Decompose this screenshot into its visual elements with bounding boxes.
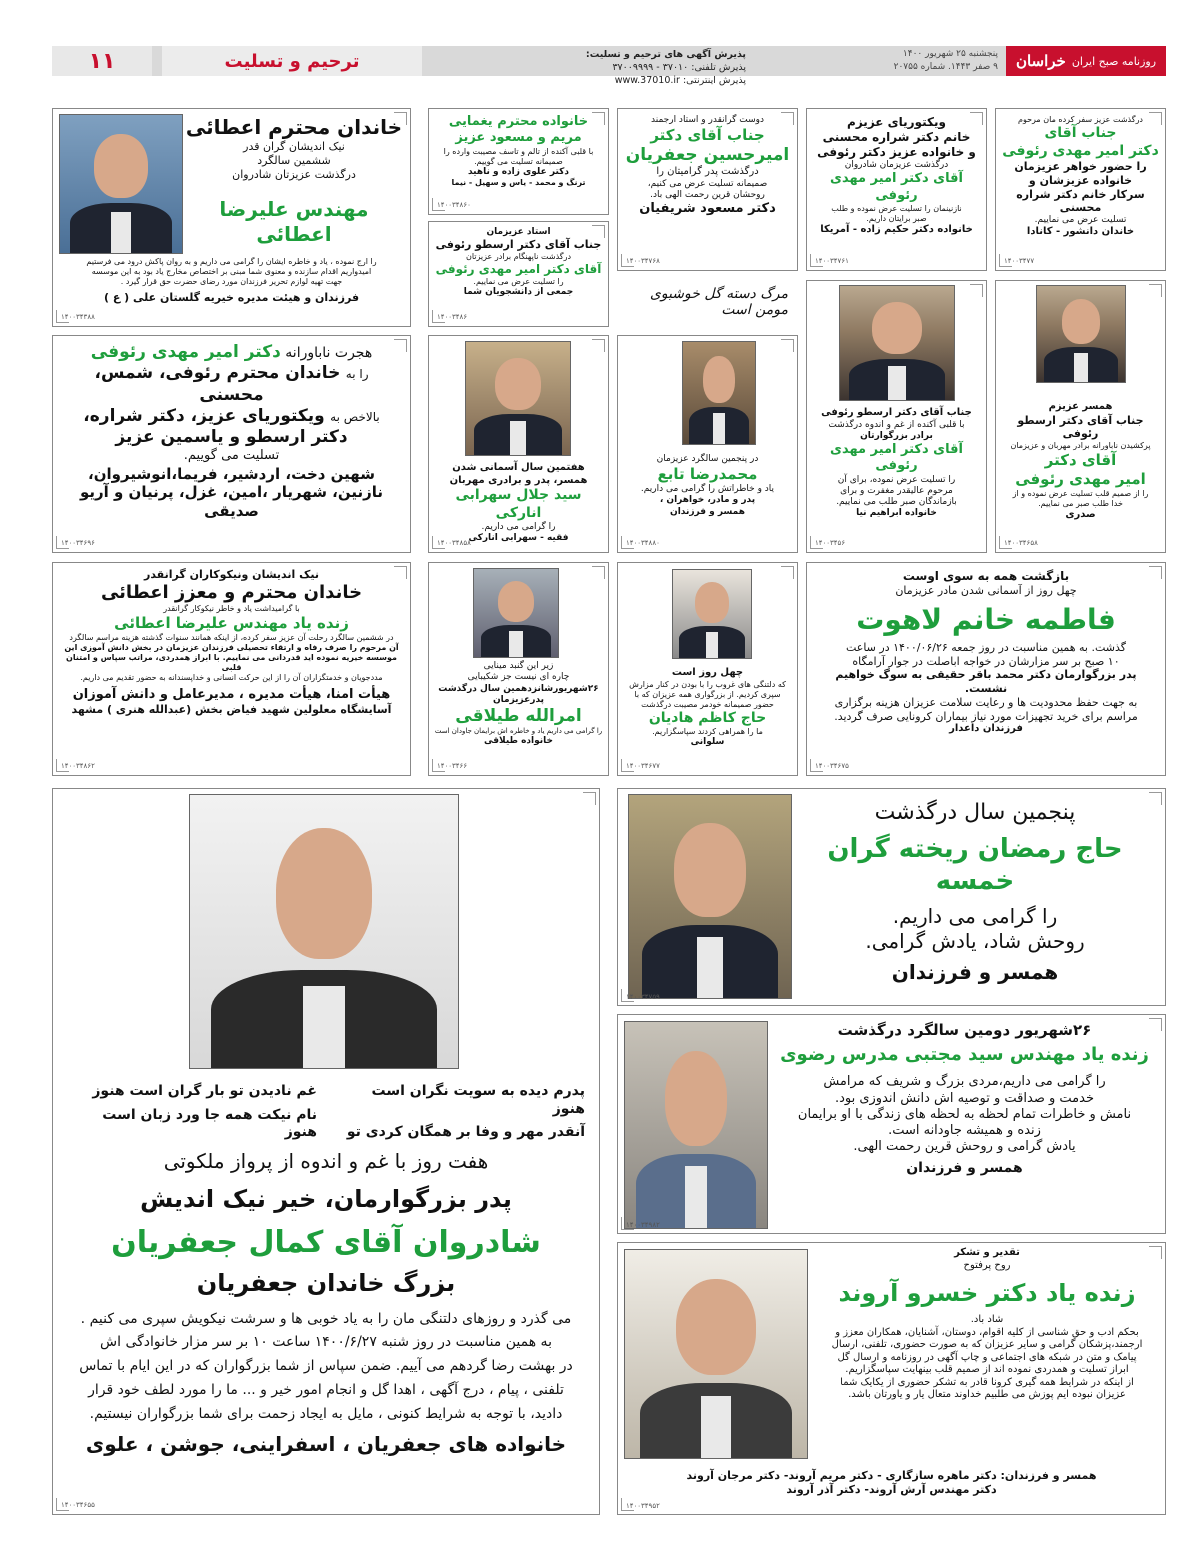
ad-sharifian	[617, 108, 798, 271]
ad-signature: دکتر علوی زاده و ناهید	[467, 166, 570, 177]
ad-text: سپری کردیم. از بزرگواری همه عزیزان که با	[634, 689, 781, 699]
ad-text: همسر عزیزم	[1048, 401, 1113, 412]
ad-deceased-name: فاطمه خانم لاهوت	[856, 602, 1116, 636]
deceased-photo	[624, 1249, 808, 1459]
ad-text: نامش و خاطرات تمام لحظه به لحظه های زندگی با او برایمان	[797, 1106, 1132, 1122]
ad-text: مددجویان و خدمتگزاران آن را از این حرکت انسانی و خداپسندانه به حضور تقدیم می داریم.	[80, 673, 383, 682]
ad-text: همسر، پدر و برادری مهربان	[449, 474, 588, 486]
ad-text: تلفنی ، پیام ، درج آگهی ، اهدا گل و انجام امور خیر و ... ما را مورد لطف خود قرار	[88, 1381, 564, 1398]
ad-deceased-name: آقای دکتر امیر مهدی رئوفی	[830, 171, 963, 203]
ad-deceased-name: محمدرضا تابع	[657, 465, 758, 484]
ad-text: خانواده محترم یغمایی	[448, 114, 589, 129]
ad-text: ابراز تسلیت و همدردی نموده اند از صمیم قلب بینهایت سپاسگزاریم.	[845, 1364, 1129, 1375]
ad-text: برادر بزرگوارتان	[860, 430, 933, 441]
ad-text: درگذشت عزیزتان شادروان	[232, 167, 356, 181]
ad-code: ۱۴۰۰۳۴۸۶	[437, 313, 468, 322]
ad-families: ویکتوریای عزیز، دکتر شراره،	[83, 405, 325, 426]
ad-title: پنجمین سال درگذشت	[874, 800, 1076, 825]
ad-deceased-name: امرالله طیلاقی	[455, 706, 582, 726]
poem-line: نام نیکت همه جا ورد زبان است هنوز	[102, 1106, 317, 1140]
ad-text: یاد و خاطراتش را گرامی می داریم.	[640, 484, 775, 494]
ad-code: ۱۴۰۰۳۴۷۶۱	[815, 257, 849, 266]
ad-danesh	[995, 108, 1166, 271]
ad-reception-info	[466, 48, 746, 87]
ad-text: یادش گرامی و روحش قرین رحمت الهی.	[853, 1139, 1076, 1155]
ad-teylaghi	[428, 562, 609, 776]
ad-text: تسلیت عرض می نماییم.	[1034, 215, 1127, 225]
ad-deceased-name: زنده یاد دکتر خسرو آروند	[838, 1279, 1136, 1307]
ad-signature: صدری	[1065, 508, 1096, 520]
ad-deceased-name: دکتر امیر مهدی رئوفی	[90, 342, 281, 362]
ad-sohrabi	[428, 335, 609, 553]
ad-text: را گرامی می داریم.	[481, 522, 556, 532]
ad-deceased-name: زنده یاد مهندس علیرضا اعطائی	[114, 614, 349, 633]
ad-ebrahimnia	[806, 280, 987, 553]
ad-text: موسسه خیریه نموده اید قدردانی می نماییم. با ابراز همدردی، مراتب سپاس و امتنان قلبی	[66, 653, 397, 672]
ad-signature: نازنین، شهریار ،امین، غزل، پرنیان و آریو صدیقی	[79, 483, 384, 520]
ad-text: صمیمانه تسلیت عرض می کنیم،	[647, 178, 768, 189]
ad-text: در پنجمین سالگرد عزیزمان	[656, 454, 759, 464]
ad-deceased-name: حاج کاظم هادیان	[648, 709, 767, 726]
ad-text: را تسلیت عرض نموده، برای آن	[837, 474, 956, 485]
ad-text	[61, 363, 402, 406]
ad-families: دکتر ارسطو و یاسمین عزیز	[115, 427, 348, 447]
deceased-photo	[473, 568, 559, 658]
ad-text: هفت روز با غم و اندوه از پرواز ملکوتی	[163, 1149, 489, 1173]
ad-deceased-name: مهندس علیرضا اعطائی	[219, 197, 369, 247]
ad-text: به جهت حفظ محدودیت ها و رعایت سلامت عزیزان هزینه برگزاری	[834, 695, 1138, 709]
ad-deceased-name: زنده یاد مهندس سید مجتبی مدرس رضوی	[780, 1043, 1149, 1065]
deceased-photo	[682, 341, 756, 445]
ad-text-prefix: را به	[345, 367, 369, 382]
ad-text: مراسم برای خرید تجهیزات مورد نیاز بیماران کرونایی صرف گردید.	[834, 709, 1138, 723]
ad-text: را از صمیم قلب تسلیت عرض نموده و از	[1012, 488, 1149, 498]
ad-text: در ششمین سالگرد رحلت آن عزیز سفر کرده، از اینکه همانند سنوات گذشته هزینه مراسم سالگرد	[69, 633, 394, 642]
deceased-photo	[465, 341, 571, 456]
ad-deceased-name: سید جلال سهرابی انارکی	[455, 487, 582, 521]
ad-text: آن مرحوم را صرف رفاه و ارتقاء تحصیلی فرزندان عزیزمان در بخش دانش آموزی این	[64, 643, 399, 652]
ad-signature: آسایشگاه معلولین شهید فیاض بخش (عبدالله هنری ) مشهد	[71, 703, 392, 717]
ad-text: را حضور خواهر عزیزمان	[1014, 160, 1147, 173]
ad-text: را تسلیت عرض می نماییم.	[473, 277, 564, 286]
ad-code: ۱۴۰۰۳۴۷۵۹	[626, 993, 660, 1001]
ad-code: ۱۴۰۰۳۴۸۶۰	[437, 201, 471, 210]
ad-code: ۱۴۰۰۳۴۶۷۷	[626, 762, 660, 771]
ad-deceased-name: شادروان آقای کمال جعفریان	[111, 1225, 541, 1260]
ad-text: بازگشت همه به سوی اوست	[902, 569, 1070, 583]
ad-signature: فرزندان داعدار	[949, 723, 1023, 735]
deceased-photo	[624, 1021, 768, 1229]
date-line-2: ۹ صفر ۱۴۴۳. شماره ۲۰۷۵۵	[893, 62, 998, 72]
ad-tabe	[617, 335, 798, 553]
ad-signature: همسر و فرزندان: دکتر ماهره سازگاری - دکتر مریم آروند- دکتر مرجان آروند	[686, 1469, 1097, 1482]
ad-text: زنده و همیشه جاودانه است.	[888, 1123, 1041, 1138]
ad-text: چاره ای نیست جز شکیبایی	[467, 672, 570, 683]
ad-text: زیر این گنبد مینایی	[483, 661, 554, 671]
ad-text: درگذشت عزیزمان شادروان	[844, 160, 949, 170]
ad-deceased-name: آقای دکتر امیر مهدی رئوفی	[830, 442, 963, 474]
ad-text: خدا طلب صبر می نماییم.	[1038, 498, 1123, 508]
section-title: ترحیم و تسلیت	[162, 46, 422, 76]
ad-text: پیامک و متن در شبکه های اجتماعی و چاپ آگهی در روزنامه و ارسال گل	[837, 1351, 1137, 1363]
ad-text: تسلیت می گوییم.	[183, 448, 280, 464]
ad-text: با گرامیداشت یاد و خاطر نیکوکار گرانقدر	[163, 604, 300, 614]
ad-signature: خانواده دکتر حکیم زاده - آمریکا	[820, 223, 973, 235]
ad-text: درگذشت عزیز سفر کرده مان مرحوم	[1017, 115, 1143, 124]
ad-quote	[617, 280, 788, 324]
ad-text: صمیمانه تسلیت می گوییم.	[474, 156, 563, 166]
ad-signature: پدر و مادر، خواهران ،	[659, 495, 756, 506]
ad-signature: خانواده های جعفریان ، اسفراینی، جوشن ، علوی	[85, 1432, 567, 1457]
ad-jafarian	[52, 788, 600, 1515]
ad-text: ما را همراهی کردند سپاسگزاریم.	[652, 727, 763, 736]
ad-text: را گرامی می داریم،مردی بزرگ و شریف که مرامش	[823, 1074, 1106, 1090]
ad-text: تقدیر و تشکر	[954, 1247, 1020, 1258]
ad-text: ۲۶شهریورشانزدهمین سال درگذشت	[438, 683, 599, 694]
ad-text: دادید، با توجه به شرایط کنونی ، مایل به ایجاد زحمت برای شما بزرگواران نیستیم.	[89, 1405, 563, 1422]
ad-text: ویکتوریای عزیزم	[847, 115, 946, 129]
ad-text: را گرامی می داریم.	[892, 903, 1058, 928]
ad-text: با قلبی آکنده از تالم و تاسف مصیبت وارده را	[443, 146, 594, 156]
deceased-photo	[839, 285, 955, 401]
ad-deceased-name: دکتر امیر مهدی رئوفی	[1002, 142, 1159, 159]
ad-deceased-name: امیر مهدی رئوفی	[1015, 469, 1146, 488]
ad-sedighi	[52, 335, 411, 553]
ad-families: خاندان محترم رئوفی، شمس، محسنی	[94, 363, 341, 405]
brand-subtitle: روزنامه صبح ایران	[1071, 54, 1157, 68]
ad-signature: جمعی از دانشجویان شما	[463, 287, 574, 297]
poem-line: غم نادیدن تو بار گران است هنوز	[92, 1083, 317, 1099]
ad-text: جناب آقای دکتر ارسطو رئوفی	[1017, 413, 1144, 441]
deceased-photo	[189, 794, 459, 1069]
ad-text: را ارج نموده ، یاد و خاطره ایشان را گرامی می داریم و به روان پاکش درود می فرستیم	[86, 257, 377, 266]
ad-modarres-razavi	[617, 1014, 1166, 1234]
ad-text: روحشان قرین رحمت الهی باد.	[650, 190, 765, 200]
ad-code: ۱۴۰۰۳۴۶۷۵	[815, 762, 849, 771]
ad-signature: دکتر مسعود شریفیان	[639, 201, 776, 217]
ad-code: ۱۴۰۰۳۴۶۶	[437, 762, 468, 771]
ad-text: خانواده عزیزشان و	[1028, 173, 1133, 187]
ad-code: ۱۴۰۰۳۴۸۵۸	[437, 539, 471, 548]
ad-text: چهل روز از آسمانی شدن مادر عزیزمان	[895, 584, 1077, 597]
ad-text: شاد باد.	[970, 1314, 1004, 1325]
ad-fayaz-bakhsh	[52, 562, 411, 776]
ad-text: و خانواده عزیز دکتر رئوفی	[817, 145, 976, 159]
ad-code: ۱۴۰۰۳۴۶۹۶	[61, 539, 95, 548]
ad-deceased-name: امیرحسین جعفریان	[625, 145, 790, 165]
ad-signature: دکتر مهندس آرش آروند- دکتر آذر آروند	[786, 1482, 997, 1496]
ad-signature: خانواده ابراهیم نیا	[856, 508, 937, 519]
ad-text: صبر برایتان داریم.	[866, 213, 927, 223]
info-line-1: پذیرش آگهی های ترحیم و تسلیت:	[585, 49, 746, 60]
ad-signature: ترنگ و محمد - یاس و سهیل - نیما	[451, 177, 586, 187]
poem-line: پدرم دیده به سویت نگران است هنوز	[371, 1083, 585, 1117]
page-number: ۱۱	[52, 46, 152, 76]
deceased-photo	[672, 569, 752, 659]
ad-hadian	[617, 562, 798, 776]
ad-text: درگذشت ناپهنگام برادر عزیزتان	[465, 252, 572, 261]
ad-text: جناب آقای دکتر	[650, 126, 765, 145]
ad-text: پرکشیدن ناباورانه برادر مهربان و عزیزمان	[1010, 441, 1151, 450]
ad-signature: همسر و فرزندان	[891, 959, 1059, 984]
ad-text: روحش شاد، یادش گرامی.	[865, 928, 1085, 953]
ad-arvand	[617, 1242, 1166, 1515]
ad-code: ۱۴۰۰۳۴۸۸۰	[626, 539, 660, 548]
ad-text: امیدواریم اقدام سازنده و معنوی شما مبنی بر اختصاص مخارج یاد بود به این موسسه	[91, 267, 372, 276]
ad-text: ۲۶شهریور دومین سالگرد درگذشت	[837, 1021, 1092, 1039]
ad-deceased-name: آقای دکتر امیر مهدی رئوفی	[435, 262, 602, 276]
ad-text: عزیزان نبوده ایم پوزش می طلبیم خداوند متعال یار و یاورتان باشد.	[848, 1389, 1126, 1400]
ad-text: جناب آقای	[1044, 125, 1117, 141]
ad-code: ۱۴۰۰۳۴۳۸۸	[61, 313, 95, 322]
ad-text-prefix: بالاخص به	[330, 409, 380, 424]
date-line-1: پنجشنبه ۲۵ شهریور ۱۴۰۰	[902, 49, 998, 59]
info-line-3: پذیرش اینترنتی: www.37010.ir	[614, 75, 746, 86]
ad-sadri	[995, 280, 1166, 553]
ad-signature: خانواده طیلاقی	[483, 736, 554, 746]
deceased-photo	[1036, 285, 1126, 383]
ad-text: با قلبی آکنده از غم و اندوه درگذشت	[828, 419, 965, 430]
ad-signature: شهین دخت، اردشیر، فریما،انوشیروان،	[88, 464, 375, 483]
ad-atayi-golestan	[52, 108, 411, 327]
ad-deceased-name: حاج رمضان ریخته گران خمسه	[827, 833, 1123, 896]
ad-text: بازماندگان صبر طلب می نماییم.	[836, 497, 957, 507]
ad-code: ۱۴۰۰۳۴۸۶۲	[61, 762, 95, 771]
ad-text: پدرعزیزمان	[492, 694, 545, 705]
ad-signature: خاندان دانشور - کانادا	[1026, 226, 1135, 238]
page-header	[52, 46, 1166, 86]
ad-text: مرگ دسته گل خوشبوی مومن است	[649, 286, 788, 318]
ad-title: خاندان محترم اعطائی	[185, 115, 403, 139]
poem-line: آنقدر مهر و وفا بر همگان کردی تو	[346, 1124, 585, 1140]
ad-code: ۱۴۰۰۳۴۷۷	[1004, 257, 1035, 266]
ad-text: ششمین سالگرد	[257, 153, 331, 167]
ad-text	[61, 342, 402, 363]
ad-text: نیک اندیشان گران قدر	[243, 140, 345, 153]
ad-text: استاد عزیزمان	[486, 227, 551, 237]
ad-title: بزرگ خاندان جعفریان	[196, 1268, 456, 1297]
ad-text: جناب آقای دکتر ارسطو رئوفی	[435, 238, 602, 252]
ad-code: ۱۴۰۰۳۴۷۶۸	[626, 257, 660, 266]
ad-text: حضور صمیمانه خودمر مصیبت درگذشت	[641, 699, 774, 709]
ad-code: ۱۴۰۰۳۴۹۵۲	[626, 1502, 660, 1510]
issue-date	[894, 48, 998, 74]
ad-signature: سلوانی	[690, 737, 725, 747]
ad-text: خدمت و صداقت و توصیه اش دانش اندوزی بود.	[834, 1090, 1095, 1106]
ad-signature: همسر و فرزندان	[906, 1159, 1023, 1176]
ad-text: دوست گرانقدر و استاد ارجمند	[651, 115, 764, 125]
brand-logo: خراسان	[1015, 52, 1066, 70]
ad-text: پدر بزرگوارمان دکتر محمد باقر حقیقی به سوگ خواهیم نشست.	[835, 668, 1137, 695]
ad-code: ۱۴۰۰۳۴۶۵۵	[61, 1501, 95, 1510]
ad-code: ۱۴۰۰۳۴۵۶	[815, 539, 846, 548]
ad-code: ۱۴۰۰۳۴۶۵۸	[1004, 539, 1038, 548]
ad-text: خانم دکتر شراره محسنی	[822, 130, 971, 144]
ad-signature: فرزندان و هیئت مدیره خیریه گلستان علی ( ع )	[103, 291, 360, 304]
ad-text: می گذرد و روزهای دلتنگی مان را به یاد خوبی ها و سرشت نیکویش سپری می کنیم .	[80, 1310, 572, 1327]
ad-rikhtegaran	[617, 788, 1166, 1006]
ad-text: هفتمین سال آسمانی شدن	[452, 462, 585, 473]
ad-text: را گرامی می داریم یاد و خاطره اش برایمان جاودان است	[434, 727, 603, 736]
ad-text: گذشت. به همین مناسبت در روز جمعه ۱۴۰۰/۰۶/۲۶ در ساعت	[845, 640, 1127, 654]
ad-signature: همسر و فرزندان	[670, 506, 745, 517]
ad-lahout	[806, 562, 1166, 776]
newspaper-brand	[1006, 46, 1166, 76]
ad-text-prefix: هجرت ناباورانه	[285, 345, 373, 361]
ad-title: خاندان محترم و معزز اعطائی	[100, 581, 363, 603]
ad-text: در بهشت رضا گردهم می آییم. ضمن سپاس از شما بزرگواران که در این ایام با تماس	[79, 1358, 573, 1375]
ad-title: پدر بزرگوارمان، خیر نیک اندیش	[140, 1185, 512, 1213]
deceased-photo	[628, 794, 792, 999]
ad-text: ۱۰ صبح بر سر مزارشان در خواجه اباصلت در جوار آرامگاه	[852, 654, 1120, 668]
deceased-photo	[59, 114, 183, 254]
ad-text: نیک اندیشان ونیکوکاران گرانقدر	[144, 568, 319, 581]
ad-text	[61, 406, 402, 427]
ad-text: مریم و مسعود عزیز	[455, 130, 582, 146]
ad-signature: هیأت امنا، هیأت مدیره ، مدیرعامل و دانش آموزان	[72, 687, 391, 702]
info-line-2: پذیرش تلفنی: ۳۷۰۱۰ - ۳۷۰۰۹۹۹۹	[612, 62, 746, 73]
ad-hakimzadeh	[806, 108, 987, 271]
ad-text: ارجمند،پزشکان گرامی و سایر عزیزان که به صورت حضوری، تلفنی، ارسال	[831, 1339, 1143, 1350]
ad-text: نازنینمان را تسلیت عرض نموده و طلب	[831, 203, 962, 213]
ad-text: از اینکه در شرایط همه گیری کرونا قادر به تشکر حضوری از یکایک شما	[840, 1376, 1134, 1388]
ad-deceased-name: آقای دکتر	[1044, 451, 1117, 469]
ad-text: مرحوم عالیقدر مغفرت و برای	[840, 485, 953, 496]
ad-students	[428, 221, 609, 327]
ad-text: بحکم ادب و حق شناسی از کلیه اقوام، دوستان، آشنایان، همکاران معزز و	[835, 1326, 1139, 1338]
ad-text: که دلتنگی های غروب را با بودن در کنار مزارش	[629, 679, 786, 689]
ad-text: جناب آقای دکتر ارسطو رئوفی	[821, 407, 972, 418]
ad-text: روح پرفتوح	[963, 1259, 1011, 1271]
ad-signature: فقیه - سهرابی انارکی	[468, 533, 569, 544]
ad-text: جهت تهیه لوازم تحریر فرزندان مورد رضای حضرت حق قرار گیرد .	[120, 277, 343, 286]
ad-code: ۱۴۰۰۳۴۹۸۲	[626, 1221, 660, 1229]
ad-text: سرکار خانم دکتر شراره محسنی	[1016, 187, 1145, 215]
ad-text: درگذشت پدر گرامیتان را	[656, 166, 759, 178]
ad-text: چهل روز است	[671, 667, 744, 678]
ad-text: به همین مناسبت در روز شنبه ۱۴۰۰/۶/۲۷ ساعت ۱۰ بر سر مزار خانوادگی اش	[100, 1334, 552, 1351]
ad-yaghmaei	[428, 108, 609, 215]
